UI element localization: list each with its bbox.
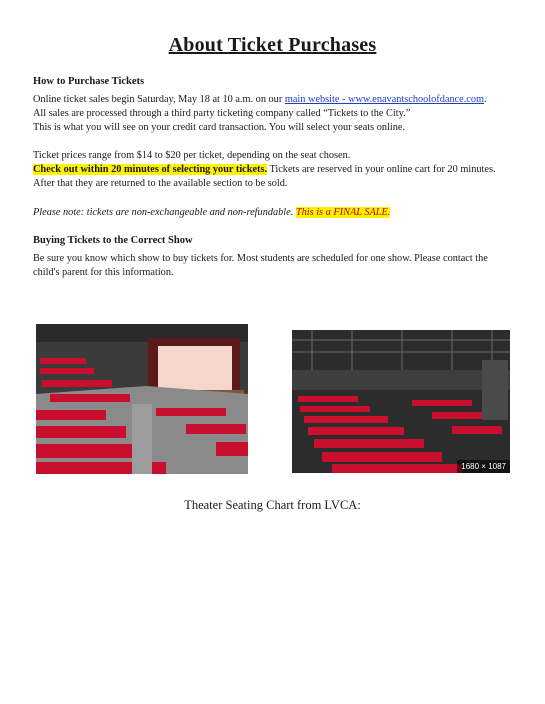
theater-photo-stage-art [36,324,248,474]
text-span: Online ticket sales begin Saturday, May 18 at 10 a.m. on our [33,94,285,105]
theater-photo-seating-art [292,330,510,473]
text-span: . [484,94,487,105]
paragraph-line: All sales are processed through a third party ticketing company called “Tickets to the City.” [33,108,411,119]
theater-photo-stage [36,324,248,474]
page-title: About Ticket Purchases [168,34,377,56]
theater-photo-seating [292,330,510,473]
section-heading-correct-show: Buying Tickets to the Correct Show [33,235,193,246]
image-size-badge: 1680 × 1087 [457,460,510,473]
text-span: Tickets are reserved in your online cart for 20 minutes. [267,164,496,175]
paragraph-line: This is what you will see on your credit card transaction. You will select your seats online. [33,122,406,133]
paragraph-line: Ticket prices range from $14 to $20 per ticket, depending on the seat chosen. [33,150,351,161]
highlighted-text: Check out within 20 minutes of selecting your tickets. [33,164,268,175]
section-heading-how-to-purchase: How to Purchase Tickets [33,76,145,87]
website-link[interactable]: main website - www.enavantschoolofdance.com [284,94,485,105]
paragraph-line: After that they are returned to the available section to be sold. [33,178,288,189]
paragraph-line [33,93,487,107]
paragraph-line [33,206,390,220]
final-sale-text: This is a FINAL SALE. [295,207,391,218]
seating-chart-caption: Theater Seating Chart from LVCA: [184,498,361,512]
paragraph-line: child's parent for this information. [33,267,174,278]
paragraph-line: Be sure you know which show to buy tickets for. Most students are scheduled for one show. Please contact the [33,253,488,264]
paragraph-line [33,163,496,177]
note-text: Please note: tickets are non-exchangeable and non-refundable. [33,207,294,218]
